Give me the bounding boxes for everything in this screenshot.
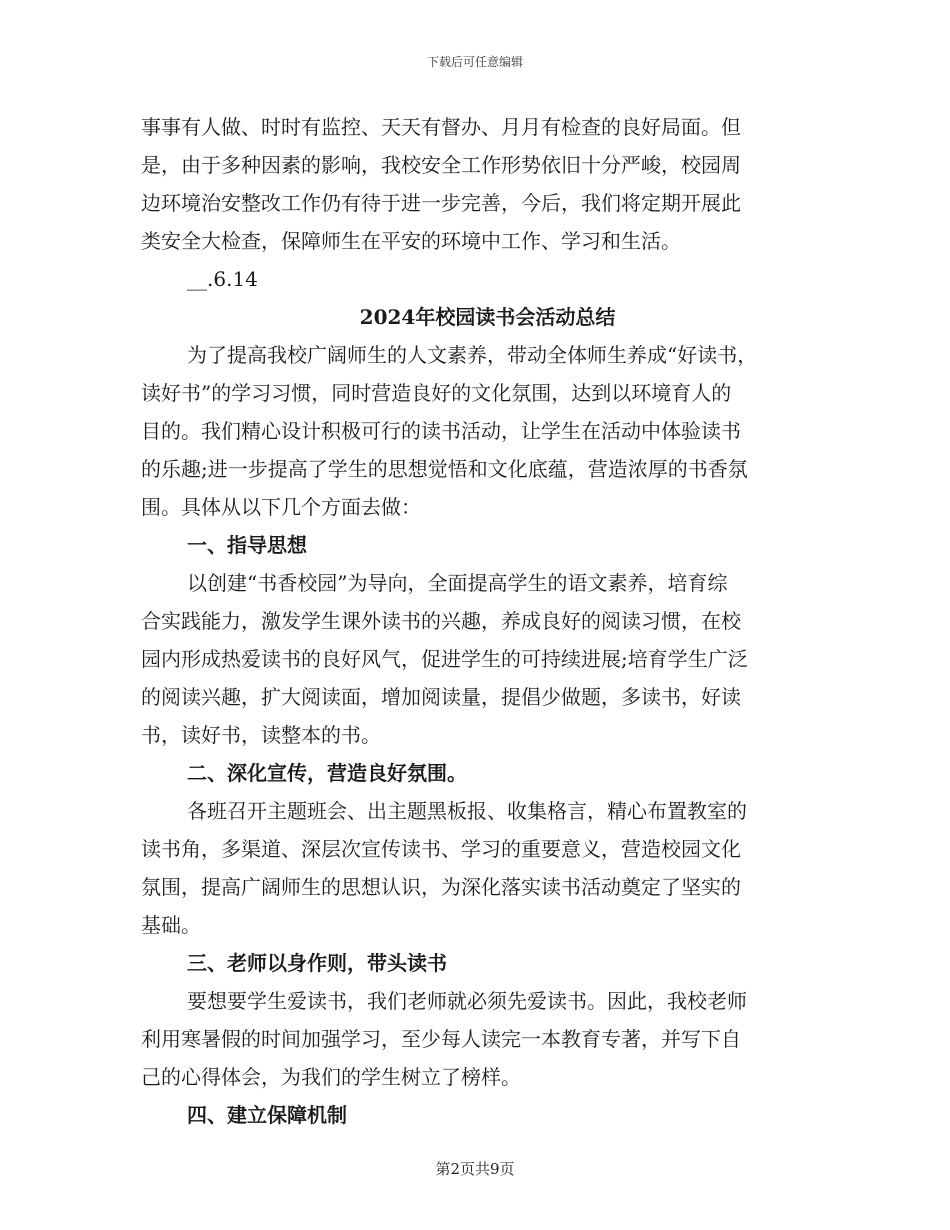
page-header: 下载后可任意编辑: [426, 55, 523, 69]
document-body: [141, 108, 806, 1134]
text-line: 合实践能力，激发学生课外读书的兴趣，养成良好的阅读习惯，在校: [141, 609, 741, 633]
document-title: 2024年校园读书会活动总结: [359, 305, 616, 329]
section-heading: 三、老师以身作则，带头读书: [187, 951, 447, 975]
text-line: 园内形成热爱读书的良好风气，促进学生的可持续进展;培育学生广泛: [141, 647, 748, 671]
section-heading: 一、指导思想: [187, 533, 307, 557]
text-line: 以创建“书香校园”为导向，全面提高学生的语文素养，培育综: [187, 571, 728, 595]
text-line: 为了提高我校广阔师生的人文素养，带动全体师生养成“好读书，: [187, 343, 758, 367]
intro-paragraph: [141, 108, 806, 260]
section-guarantee-mechanism: [141, 1096, 806, 1134]
text-line: 读书角，多渠道、深层次宣传读书、学习的重要意义，营造校园文化: [141, 837, 741, 861]
text-line: 的乐趣;进一步提高了学生的思想觉悟和文化底蕴，营造浓厚的书香氛: [141, 457, 748, 481]
page-footer: 第2页共9页: [435, 1160, 515, 1178]
text-line: 要想要学生爱读书，我们老师就必须先爱读书。因此，我校老师: [187, 989, 747, 1013]
text-line: 事事有人做、时时有监控、天天有督办、月月有检查的良好局面。但: [141, 115, 741, 139]
text-line: 氛围，提高广阔师生的思想认识，为深化落实读书活动奠定了坚实的: [141, 875, 741, 899]
section-teachers-lead: [141, 944, 806, 1096]
text-line: 目的。我们精心设计积极可行的读书活动，让学生在活动中体验读书: [141, 419, 741, 443]
date-line: __.6.14: [187, 267, 258, 291]
text-line: 读好书”的学习习惯，同时营造良好的文化氛围，达到以环境育人的: [141, 381, 732, 405]
text-line: 围。具体从以下几个方面去做：: [141, 495, 421, 519]
opening-paragraph: [141, 336, 806, 526]
text-line: 各班召开主题班会、出主题黑板报、收集格言，精心布置教室的: [187, 799, 747, 823]
text-line: 利用寒暑假的时间加强学习，至少每人读完一本教育专著，并写下自: [141, 1027, 741, 1051]
text-line: 己的心得体会，为我们的学生树立了榜样。: [141, 1065, 521, 1089]
text-line: 基础。: [141, 913, 201, 937]
text-line: 的阅读兴趣，扩大阅读面，增加阅读量，提倡少做题，多读书，好读: [141, 685, 741, 709]
section-publicity: [141, 754, 806, 944]
text-line: 书，读好书，读整本的书。: [141, 723, 381, 747]
text-line: 边环境治安整改工作仍有待于进一步完善，今后，我们将定期开展此: [141, 191, 741, 215]
text-line: 是，由于多种因素的影响，我校安全工作形势依旧十分严峻，校园周: [141, 153, 741, 177]
section-heading: 二、深化宣传，营造良好氛围。: [187, 761, 467, 785]
section-guiding-ideology: [141, 526, 806, 754]
section-heading: 四、建立保障机制: [187, 1103, 347, 1127]
text-line: 类安全大检查，保障师生在平安的环境中工作、学习和生活。: [141, 229, 681, 253]
